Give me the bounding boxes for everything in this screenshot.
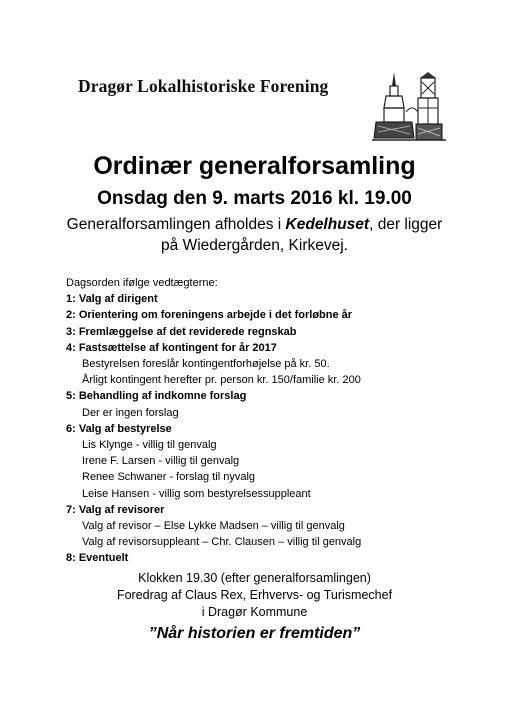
agenda-item-detail: Årligt kontingent herefter pr. person kr. 150/familie kr. 200 (82, 374, 361, 387)
venue-line-1: Generalforsamlingen afholdes i Kedelhuset, der ligger (66, 216, 443, 233)
organization-name: Dragør Lokalhistoriske Forening (78, 76, 329, 96)
venue-line-2: på Wiedergården, Kirkevej. (161, 237, 348, 254)
agenda-item-detail: Irene F. Larsen - villig til genvalg (82, 455, 240, 468)
agenda-list (66, 291, 361, 566)
agenda-item: 7: Valg af revisorer (66, 503, 165, 516)
closing-info (0, 570, 509, 621)
agenda (66, 275, 361, 567)
agenda-item: 5: Behandling af indkomne forslag (66, 390, 247, 403)
closing-line-2: Foredrag af Claus Rex, Erhvervs- og Turismechef (116, 588, 393, 602)
agenda-item-detail: Bestyrelsen foreslår kontingentforhøjelse på kr. 50. (82, 358, 330, 371)
agenda-item-detail: Leise Hansen - villig som bestyrelsessuppleant (82, 487, 311, 500)
agenda-item-detail: Valg af revisorsuppleant – Chr. Clausen – villig til genvalg (82, 536, 362, 549)
agenda-item-detail: Valg af revisor – Else Lykke Madsen – villig til genvalg (82, 520, 345, 533)
venue-info (0, 214, 509, 256)
closing-line-1: Klokken 19.30 (efter generalforsamlingen) (138, 571, 371, 585)
agenda-item: 4: Fastsættelse af kontingent for år 2017 (66, 341, 277, 354)
meeting-date: Onsdag den 9. marts 2016 kl. 19.00 (97, 188, 412, 209)
agenda-item: 8: Eventuelt (66, 552, 129, 565)
closing-line-3: i Dragør Kommune (201, 605, 308, 619)
venue-name: Kedelhuset (285, 216, 370, 233)
church-tower-mill-sketch-icon (372, 68, 446, 144)
agenda-heading: Dagsorden ifølge vedtægterne: (66, 277, 218, 289)
agenda-item: 6: Valg af bestyrelse (66, 422, 172, 435)
agenda-item: 3: Fremlæggelse af det reviderede regnskab (66, 325, 297, 338)
agenda-item-detail: Renee Schwaner - forslag til nyvalg (82, 471, 256, 484)
agenda-item-detail: Der er ingen forslag (82, 406, 179, 419)
agenda-item-detail: Lis Klynge - villig til genvalg (82, 439, 217, 452)
page-title: Ordinær generalforsamling (93, 152, 416, 180)
slogan: ”Når historien er fremtiden” (148, 625, 361, 642)
agenda-item: 2: Orientering om foreningens arbejde i det forløbne år (66, 309, 353, 322)
agenda-item: 1: Valg af dirigent (66, 293, 158, 306)
